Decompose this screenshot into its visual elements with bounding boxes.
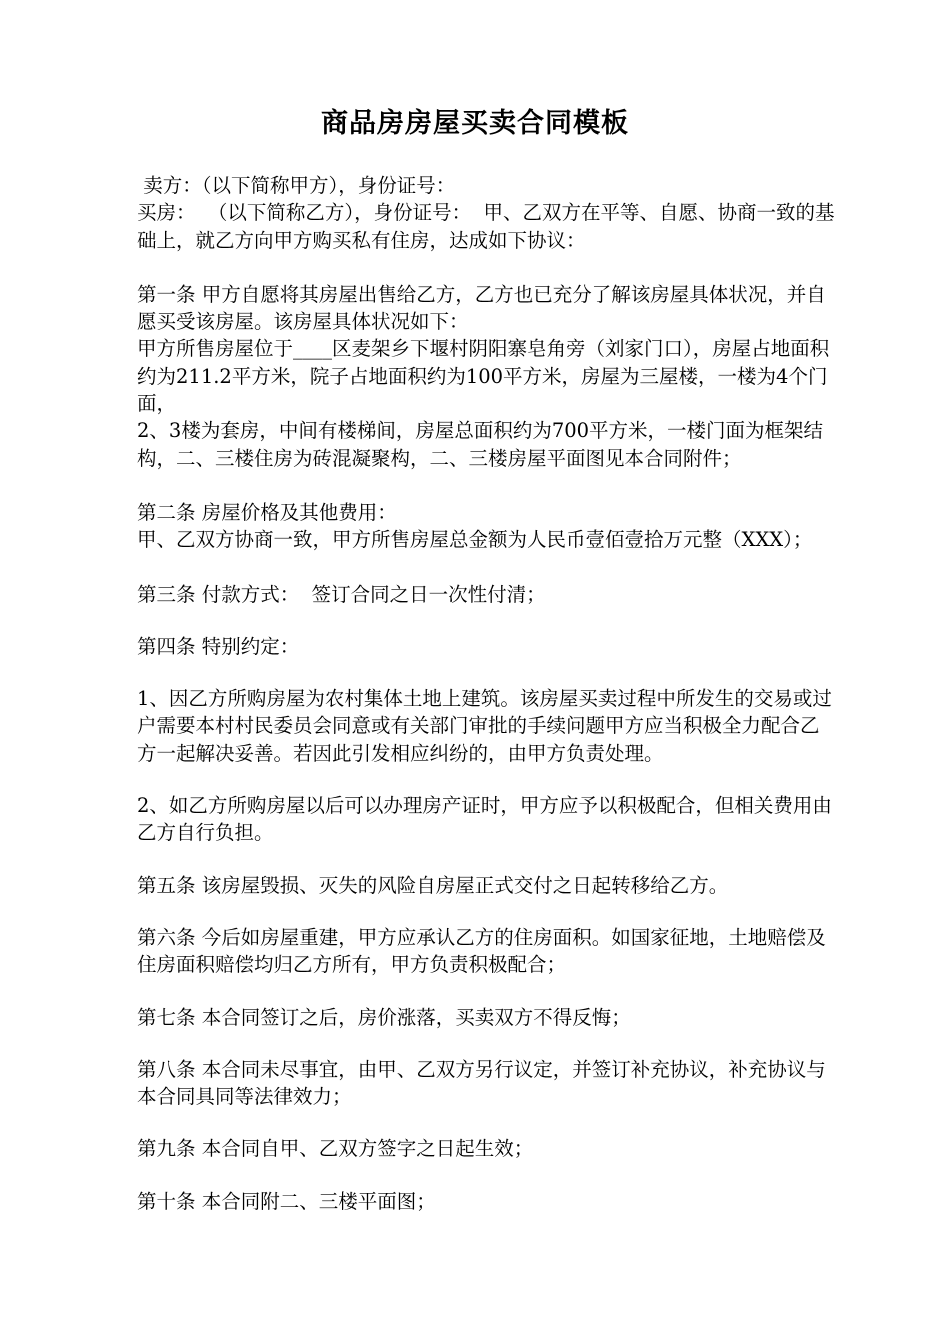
- seller-line: 卖方：（以下简称甲方），身份证号：: [137, 174, 456, 197]
- article-9: 第九条 本合同自甲、乙双方签字之日起生效；: [137, 1137, 534, 1161]
- article-8: 第八条 本合同未尽事宜，由甲、乙双方另行议定，并签订补充协议，补充协议与本合同具同等法律效力；: [137, 1057, 826, 1109]
- article-1-location: 甲方所售房屋位于____区麦架乡下堰村阴阳寨皂角旁（刘家门口），房屋占地面积约为211.2平方米，院子占地面积约为100平方米，房屋为三屋楼，一楼为4个门面，: [137, 337, 830, 416]
- buyer-line: 买房： （以下简称乙方），身份证号： 甲、乙双方在平等、自愿、协商一致的基础上，就乙方向甲方购买私有住房，达成如下协议：: [137, 201, 835, 252]
- article-2-price: 甲、乙双方协商一致，甲方所售房屋总金额为人民币壹佰壹拾万元整（XXX）；: [137, 528, 813, 552]
- article-1-structure: 2、3楼为套房，中间有楼梯间，房屋总面积约为700平方米，一楼门面为框架结构，二、三楼住房为砖混凝聚构，二、三楼房屋平面图见本合同附件；: [137, 419, 824, 470]
- article-3: 第三条 付款方式： 签订合同之日一次性付清；: [137, 582, 546, 606]
- article-1: 第一条 甲方自愿将其房屋出售给乙方，乙方也已充分了解该房屋具体状况，并自愿买受该房屋。该房屋具体状况如下：: [137, 282, 826, 334]
- document-body: [137, 172, 837, 1215]
- article-7: 第七条 本合同签订之后，房价涨落，买卖双方不得反悔；: [137, 1005, 631, 1029]
- article-2: 第二条 房屋价格及其他费用：: [137, 500, 397, 524]
- article-6: 第六条 今后如房屋重建，甲方应承认乙方的住房面积。如国家征地，土地赔偿及住房面积赔偿均归乙方所有，甲方负责积极配合；: [137, 925, 826, 977]
- article-4-item-2: 2、如乙方所购房屋以后可以办理房产证时，甲方应予以积极配合，但相关费用由乙方自行负担。: [137, 794, 832, 845]
- document-title: 商品房房屋买卖合同模板: [321, 108, 629, 139]
- article-10: 第十条 本合同附二、三楼平面图；: [137, 1189, 436, 1213]
- article-4-item-1: 1、因乙方所购房屋为农村集体土地上建筑。该房屋买卖过程中所发生的交易或过户需要本村村民委员会同意或有关部门审批的手续问题甲方应当积极全力配合乙方一起解决妥善。若因此引发相应纠纷的，由甲方负责处理。: [137, 687, 832, 765]
- article-4: 第四条 特别约定：: [137, 634, 300, 658]
- article-5: 第五条 该房屋毁损、灭失的风险自房屋正式交付之日起转移给乙方。: [137, 873, 729, 897]
